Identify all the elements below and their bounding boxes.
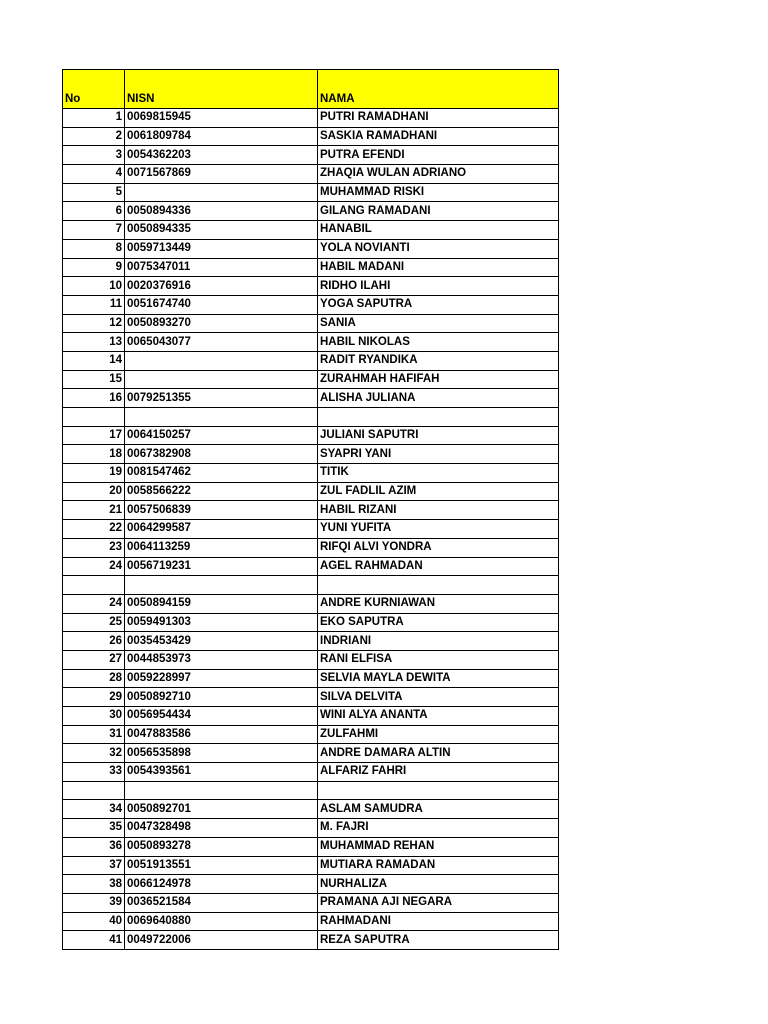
cell-no[interactable]: 24 xyxy=(63,557,125,576)
cell-no[interactable]: 26 xyxy=(63,632,125,651)
table-row xyxy=(63,856,559,875)
cell-nisn[interactable]: 0059491303 xyxy=(125,613,318,632)
cell-nisn[interactable]: 0051674740 xyxy=(125,295,318,314)
cell-nisn[interactable]: 0066124978 xyxy=(125,875,318,894)
table-row xyxy=(63,744,559,763)
table-row xyxy=(63,650,559,669)
cell-no[interactable]: 27 xyxy=(63,650,125,669)
header-nama[interactable]: NAMA xyxy=(318,70,559,109)
cell-nama[interactable]: HABIL RIZANI xyxy=(318,501,559,520)
cell-nama[interactable] xyxy=(318,576,559,595)
cell-nisn[interactable] xyxy=(125,781,318,800)
cell-nama[interactable]: ANDRE DAMARA ALTIN xyxy=(318,744,559,763)
cell-no[interactable]: 23 xyxy=(63,538,125,557)
cell-nama[interactable]: TITIK xyxy=(318,464,559,483)
cell-nama[interactable]: SASKIA RAMADHANI xyxy=(318,127,559,146)
cell-nisn[interactable]: 0065043077 xyxy=(125,333,318,352)
cell-nisn[interactable]: 0075347011 xyxy=(125,258,318,277)
cell-nama[interactable]: ALISHA JULIANA xyxy=(318,389,559,408)
cell-no[interactable]: 10 xyxy=(63,277,125,296)
cell-nama[interactable]: AGEL RAHMADAN xyxy=(318,557,559,576)
cell-nama[interactable]: PRAMANA AJI NEGARA xyxy=(318,893,559,912)
table-row xyxy=(63,351,559,370)
table-row xyxy=(63,333,559,352)
cell-nisn[interactable]: 0059713449 xyxy=(125,239,318,258)
table-row xyxy=(63,183,559,202)
cell-no[interactable]: 30 xyxy=(63,707,125,726)
header-no[interactable]: No xyxy=(63,70,125,109)
cell-nama[interactable]: SELVIA MAYLA DEWITA xyxy=(318,669,559,688)
cell-nisn[interactable]: 0050892710 xyxy=(125,688,318,707)
cell-no[interactable]: 36 xyxy=(63,837,125,856)
cell-nama[interactable]: ASLAM SAMUDRA xyxy=(318,800,559,819)
cell-nama[interactable]: MUHAMMAD RISKI xyxy=(318,183,559,202)
header-nisn[interactable]: NISN xyxy=(125,70,318,109)
cell-no[interactable]: 19 xyxy=(63,464,125,483)
table-row xyxy=(63,557,559,576)
cell-nama[interactable]: YUNI YUFITA xyxy=(318,520,559,539)
cell-nama[interactable]: YOGA SAPUTRA xyxy=(318,295,559,314)
table-row xyxy=(63,295,559,314)
cell-no[interactable]: 8 xyxy=(63,239,125,258)
table-row xyxy=(63,202,559,221)
header-row xyxy=(63,70,559,109)
cell-nama[interactable]: ZURAHMAH HAFIFAH xyxy=(318,370,559,389)
cell-nisn[interactable]: 0050892701 xyxy=(125,800,318,819)
cell-no[interactable]: 25 xyxy=(63,613,125,632)
cell-no[interactable]: 17 xyxy=(63,426,125,445)
cell-no[interactable]: 40 xyxy=(63,912,125,931)
cell-nisn[interactable]: 0051913551 xyxy=(125,856,318,875)
table-row xyxy=(63,426,559,445)
cell-nisn[interactable] xyxy=(125,183,318,202)
cell-no[interactable]: 38 xyxy=(63,875,125,894)
cell-nama[interactable]: RAHMADANI xyxy=(318,912,559,931)
cell-nisn[interactable]: 0054393561 xyxy=(125,763,318,782)
cell-no[interactable]: 18 xyxy=(63,445,125,464)
cell-nama[interactable]: SYAPRI YANI xyxy=(318,445,559,464)
table-row xyxy=(63,594,559,613)
cell-nisn[interactable]: 0047328498 xyxy=(125,819,318,838)
cell-nama[interactable]: RIFQI ALVI YONDRA xyxy=(318,538,559,557)
cell-nama[interactable]: HANABIL xyxy=(318,221,559,240)
cell-nisn[interactable]: 0058566222 xyxy=(125,482,318,501)
table-row xyxy=(63,520,559,539)
cell-nama[interactable]: INDRIANI xyxy=(318,632,559,651)
cell-nama[interactable]: MUTIARA RAMADAN xyxy=(318,856,559,875)
cell-nama[interactable]: REZA SAPUTRA xyxy=(318,931,559,950)
cell-nisn[interactable]: 0056535898 xyxy=(125,744,318,763)
cell-nama[interactable]: HABIL MADANI xyxy=(318,258,559,277)
table-row xyxy=(63,632,559,651)
cell-nisn[interactable]: 0035453429 xyxy=(125,632,318,651)
cell-nisn[interactable]: 0036521584 xyxy=(125,893,318,912)
table-row xyxy=(63,707,559,726)
cell-nisn[interactable]: 0069640880 xyxy=(125,912,318,931)
cell-nisn[interactable] xyxy=(125,408,318,427)
cell-nisn[interactable]: 0056954434 xyxy=(125,707,318,726)
table-body xyxy=(63,109,559,950)
table-row xyxy=(63,819,559,838)
cell-no[interactable]: 2 xyxy=(63,127,125,146)
cell-no[interactable]: 14 xyxy=(63,351,125,370)
cell-no[interactable] xyxy=(63,576,125,595)
cell-nama[interactable] xyxy=(318,408,559,427)
cell-no[interactable]: 20 xyxy=(63,482,125,501)
cell-nisn[interactable]: 0050893278 xyxy=(125,837,318,856)
cell-no[interactable]: 28 xyxy=(63,669,125,688)
cell-no[interactable]: 6 xyxy=(63,202,125,221)
cell-no[interactable]: 4 xyxy=(63,165,125,184)
cell-no[interactable]: 16 xyxy=(63,389,125,408)
table-row xyxy=(63,576,559,595)
table-row xyxy=(63,277,559,296)
cell-nisn[interactable]: 0059228997 xyxy=(125,669,318,688)
cell-nama[interactable]: NURHALIZA xyxy=(318,875,559,894)
cell-nisn[interactable]: 0050894159 xyxy=(125,594,318,613)
table-row xyxy=(63,613,559,632)
cell-nisn[interactable]: 0044853973 xyxy=(125,650,318,669)
table-row xyxy=(63,538,559,557)
table-row xyxy=(63,408,559,427)
cell-no[interactable]: 37 xyxy=(63,856,125,875)
table-row xyxy=(63,763,559,782)
cell-nisn[interactable]: 0050893270 xyxy=(125,314,318,333)
cell-nama[interactable]: GILANG RAMADANI xyxy=(318,202,559,221)
table-row xyxy=(63,875,559,894)
cell-nisn[interactable]: 0020376916 xyxy=(125,277,318,296)
cell-no[interactable]: 3 xyxy=(63,146,125,165)
cell-nisn[interactable] xyxy=(125,351,318,370)
table-row xyxy=(63,258,559,277)
cell-nama[interactable]: RADIT RYANDIKA xyxy=(318,351,559,370)
table-row xyxy=(63,221,559,240)
cell-nisn[interactable]: 0050894335 xyxy=(125,221,318,240)
cell-nisn[interactable]: 0064299587 xyxy=(125,520,318,539)
table-header xyxy=(63,70,559,109)
cell-nama[interactable]: ZULFAHMI xyxy=(318,725,559,744)
cell-nisn[interactable]: 0064150257 xyxy=(125,426,318,445)
cell-nama[interactable]: ZHAQIA WULAN ADRIANO xyxy=(318,165,559,184)
cell-no[interactable]: 24 xyxy=(63,594,125,613)
table-row xyxy=(63,482,559,501)
cell-nisn[interactable]: 0064113259 xyxy=(125,538,318,557)
cell-nama[interactable]: RANI ELFISA xyxy=(318,650,559,669)
cell-no[interactable]: 5 xyxy=(63,183,125,202)
cell-nama[interactable]: EKO SAPUTRA xyxy=(318,613,559,632)
cell-nisn[interactable]: 0047883586 xyxy=(125,725,318,744)
table-row xyxy=(63,464,559,483)
cell-nama[interactable]: YOLA NOVIANTI xyxy=(318,239,559,258)
table-row xyxy=(63,165,559,184)
cell-nama[interactable]: PUTRA EFENDI xyxy=(318,146,559,165)
table-row xyxy=(63,109,559,128)
cell-nisn[interactable]: 0054362203 xyxy=(125,146,318,165)
table-row xyxy=(63,725,559,744)
table-row xyxy=(63,893,559,912)
cell-no[interactable]: 1 xyxy=(63,109,125,128)
cell-nisn[interactable]: 0071567869 xyxy=(125,165,318,184)
table-row xyxy=(63,389,559,408)
table-row xyxy=(63,781,559,800)
cell-nisn[interactable]: 0057506839 xyxy=(125,501,318,520)
table-row xyxy=(63,837,559,856)
cell-nisn[interactable]: 0067382908 xyxy=(125,445,318,464)
cell-nama[interactable] xyxy=(318,781,559,800)
cell-no[interactable]: 11 xyxy=(63,295,125,314)
cell-no[interactable]: 29 xyxy=(63,688,125,707)
table-row xyxy=(63,501,559,520)
cell-nama[interactable]: ANDRE KURNIAWAN xyxy=(318,594,559,613)
cell-nama[interactable]: HABIL NIKOLAS xyxy=(318,333,559,352)
cell-no[interactable]: 15 xyxy=(63,370,125,389)
cell-no[interactable]: 32 xyxy=(63,744,125,763)
student-table xyxy=(62,69,559,950)
cell-nama[interactable]: M. FAJRI xyxy=(318,819,559,838)
table-row xyxy=(63,931,559,950)
cell-nama[interactable]: RIDHO ILAHI xyxy=(318,277,559,296)
cell-nisn[interactable]: 0056719231 xyxy=(125,557,318,576)
cell-nisn[interactable]: 0069815945 xyxy=(125,109,318,128)
table-row xyxy=(63,239,559,258)
cell-nama[interactable]: JULIANI SAPUTRI xyxy=(318,426,559,445)
cell-no[interactable] xyxy=(63,408,125,427)
cell-no[interactable]: 13 xyxy=(63,333,125,352)
cell-no[interactable] xyxy=(63,781,125,800)
table-row xyxy=(63,370,559,389)
cell-nisn[interactable] xyxy=(125,370,318,389)
cell-no[interactable]: 31 xyxy=(63,725,125,744)
table-row xyxy=(63,912,559,931)
cell-nisn[interactable]: 0079251355 xyxy=(125,389,318,408)
cell-nama[interactable]: ALFARIZ FAHRI xyxy=(318,763,559,782)
cell-nama[interactable]: SANIA xyxy=(318,314,559,333)
table-row xyxy=(63,314,559,333)
cell-nisn[interactable] xyxy=(125,576,318,595)
cell-no[interactable]: 33 xyxy=(63,763,125,782)
cell-nisn[interactable]: 0081547462 xyxy=(125,464,318,483)
cell-nama[interactable]: PUTRI RAMADHANI xyxy=(318,109,559,128)
table-row xyxy=(63,669,559,688)
cell-no[interactable]: 22 xyxy=(63,520,125,539)
cell-no[interactable]: 12 xyxy=(63,314,125,333)
cell-nisn[interactable]: 0049722006 xyxy=(125,931,318,950)
table-row xyxy=(63,800,559,819)
cell-no[interactable]: 9 xyxy=(63,258,125,277)
cell-nama[interactable]: ZUL FADLIL AZIM xyxy=(318,482,559,501)
cell-nisn[interactable]: 0061809784 xyxy=(125,127,318,146)
cell-no[interactable]: 39 xyxy=(63,893,125,912)
cell-nama[interactable]: SILVA DELVITA xyxy=(318,688,559,707)
table-row xyxy=(63,688,559,707)
cell-no[interactable]: 35 xyxy=(63,819,125,838)
cell-nisn[interactable]: 0050894336 xyxy=(125,202,318,221)
table-row xyxy=(63,445,559,464)
cell-nama[interactable]: MUHAMMAD REHAN xyxy=(318,837,559,856)
cell-no[interactable]: 41 xyxy=(63,931,125,950)
cell-nama[interactable]: WINI ALYA ANANTA xyxy=(318,707,559,726)
table-row xyxy=(63,127,559,146)
table-row xyxy=(63,146,559,165)
cell-no[interactable]: 21 xyxy=(63,501,125,520)
cell-no[interactable]: 7 xyxy=(63,221,125,240)
cell-no[interactable]: 34 xyxy=(63,800,125,819)
